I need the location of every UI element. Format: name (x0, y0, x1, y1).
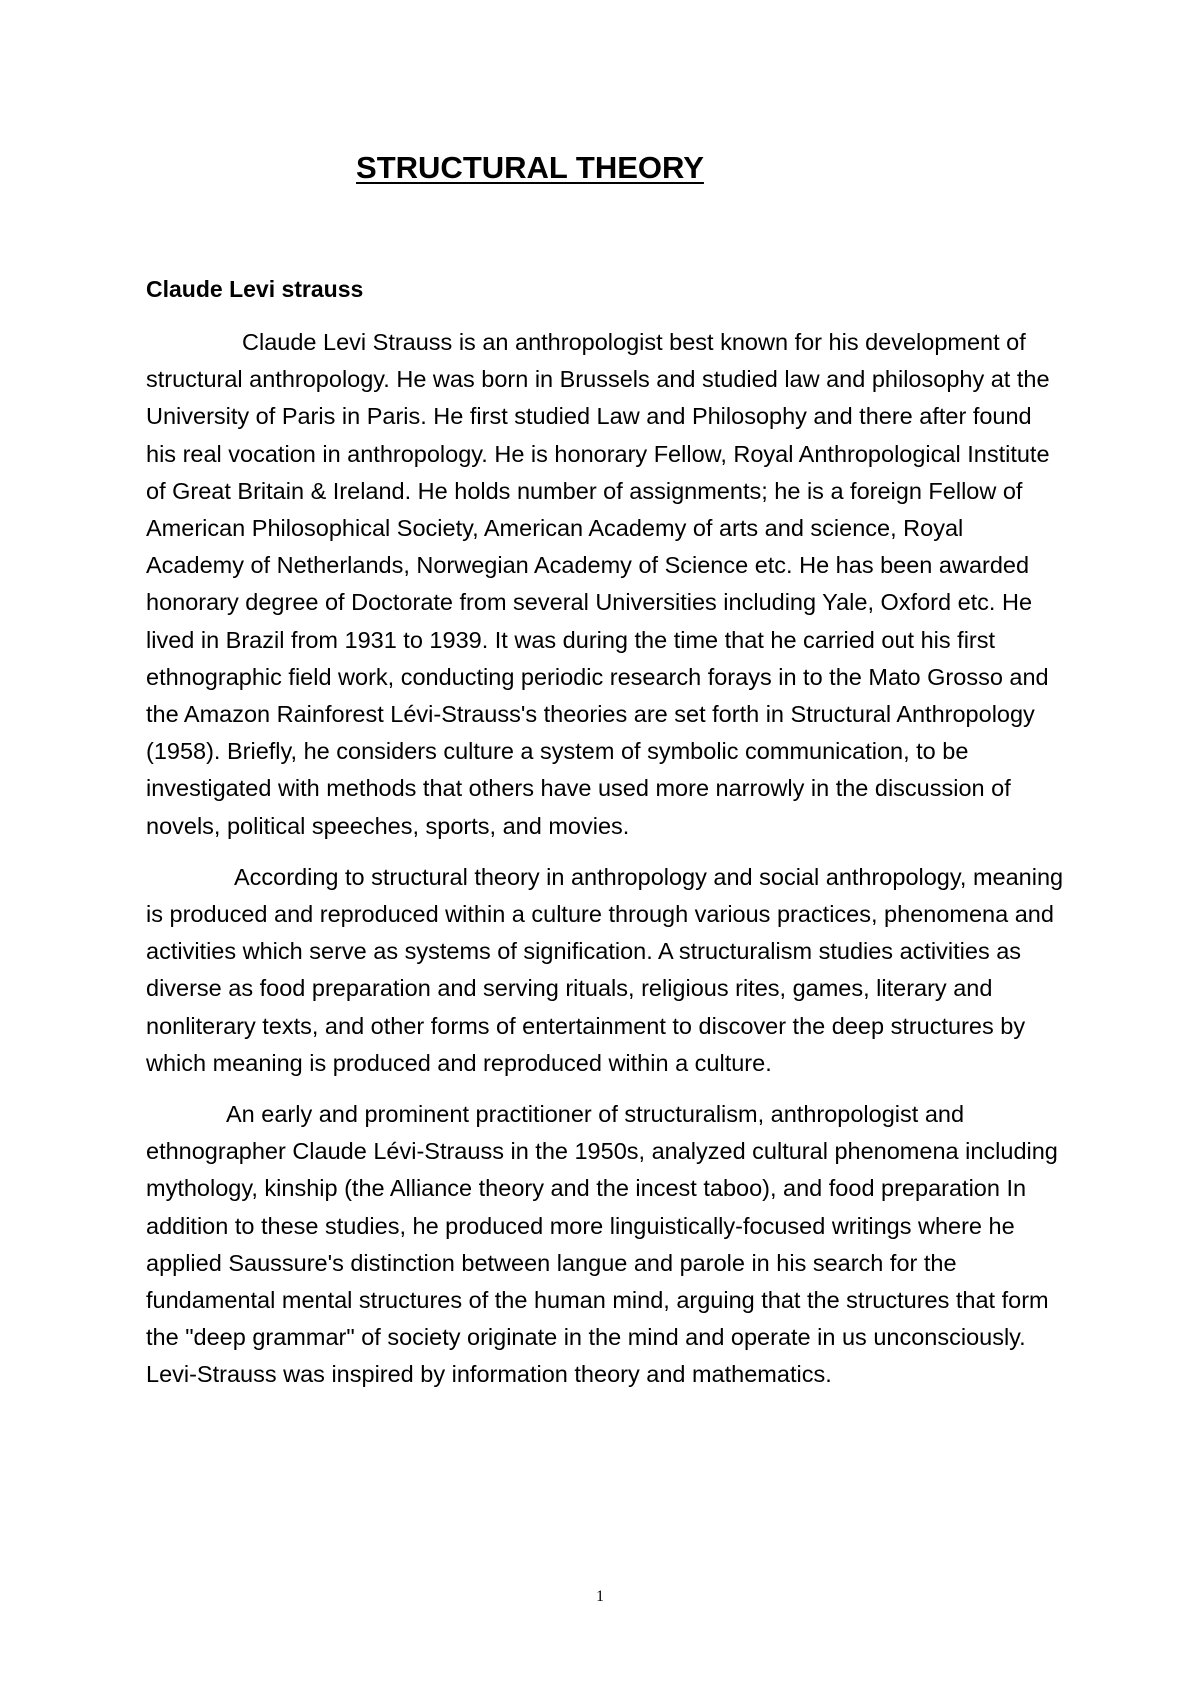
document-title: STRUCTURAL THEORY (356, 150, 704, 185)
paragraph-1: Claude Levi Strauss is an anthropologist best known for his development of structural anthropology. He was born in Brussels and studied law and philosophy at the University of Paris in Paris. He first studied Law and Philosophy and there after found his real vocation in anthropology. He is honorary Fellow, Royal Anthropological Institute of Great Britain & Ireland. He holds number of assignments; he is a foreign Fellow of American Philosophical Society, American Academy of arts and science, Royal Academy of Netherlands, Norwegian Academy of Science etc. He has been awarded honorary degree of Doctorate from several Universities including Yale, Oxford etc. He lived in Brazil from 1931 to 1939. It was during the time that he carried out his first ethnographic field work, conducting periodic research forays in to the Mato Grosso and the Amazon Rainforest Lévi-Strauss's theories are set forth in Structural Anthropology (1958). Briefly, he considers culture a system of symbolic communication, to be investigated with methods that others have used more narrowly in the discussion of novels, political speeches, sports, and movies. (146, 329, 1050, 839)
page-number: 1 (596, 1588, 604, 1605)
section-heading: Claude Levi strauss (146, 276, 364, 302)
paragraph-2: According to structural theory in anthropology and social anthropology, meaning is produced and reproduced within a culture through various practices, phenomena and activities which serve as systems of signification. A structuralism studies activities as diverse as food preparation and serving rituals, religious rites, games, literary and nonliterary texts, and other forms of entertainment to discover the deep structures by which meaning is produced and reproduced within a culture. (146, 863, 1064, 1076)
paragraph-3: An early and prominent practitioner of structuralism, anthropologist and ethnographer Claude Lévi-Strauss in the 1950s, analyzed cultural phenomena including mythology, kinship (the Alliance theory and the incest taboo), and food preparation In addition to these studies, he produced more linguistically-focused writings where he applied Saussure's distinction between langue and parole in his search for the fundamental mental structures of the human mind, arguing that the structures that form the "deep grammar" of society originate in the mind and operate in us unconsciously. Levi-Strauss was inspired by information theory and mathematics. (146, 1101, 1058, 1388)
body-text (146, 324, 1066, 1408)
